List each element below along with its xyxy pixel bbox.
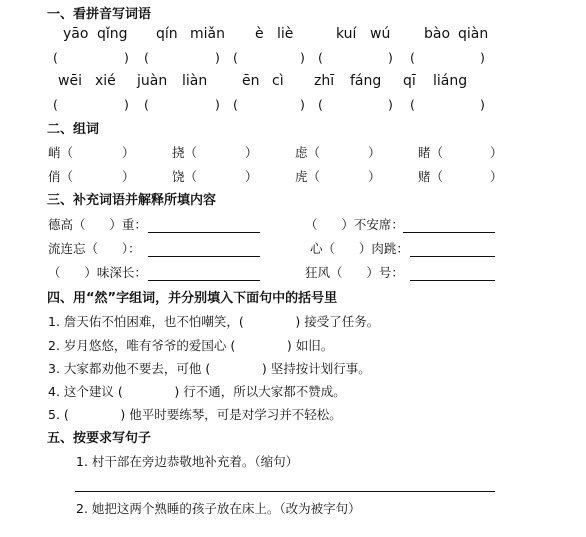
answer-bracket-open[interactable]: ( — [410, 50, 415, 65]
word-group-close: ） — [122, 145, 135, 160]
section-5-heading: 五、按要求写句子 — [47, 431, 152, 446]
pinyin: wēi — [58, 73, 82, 89]
word-group-close: ） — [245, 145, 258, 160]
word-group-close: ） — [368, 169, 381, 184]
idiom-item[interactable]: 流连忘（ ）： — [48, 241, 141, 256]
answer-bracket-close: ) — [215, 97, 220, 112]
idiom-item[interactable]: 心（ ）肉跳： — [310, 241, 409, 256]
answer-line[interactable] — [410, 256, 495, 257]
answer-bracket-open[interactable]: ( — [318, 50, 323, 65]
answer-bracket-open[interactable]: ( — [318, 97, 323, 112]
pinyin: wú — [370, 26, 391, 42]
answer-bracket-close: ) — [480, 50, 485, 65]
pinyin: qín — [156, 26, 178, 42]
pinyin: ēn — [242, 73, 260, 89]
section-1-heading: 一、看拼音写词语 — [47, 7, 152, 22]
fill-sentence[interactable]: 4. 这个建议 ( ) 行不通，所以大家都不赞成。 — [48, 384, 346, 399]
pinyin: kuí — [336, 26, 357, 42]
answer-bracket-open[interactable]: ( — [53, 50, 58, 65]
word-group-close: ） — [245, 169, 258, 184]
word-group-char[interactable]: 虑（ — [295, 145, 321, 160]
pinyin: cì — [272, 73, 284, 89]
pinyin: liè — [277, 26, 294, 42]
word-group-close: ） — [490, 145, 503, 160]
pinyin: juàn — [137, 73, 168, 89]
answer-line[interactable] — [75, 491, 495, 492]
word-group-close: ） — [122, 169, 135, 184]
pinyin: xié — [95, 73, 116, 89]
fill-sentence[interactable]: 3. 大家都劝他不要去，可他 ( ) 坚持按计划行事。 — [48, 361, 371, 376]
pinyin: qiàn — [458, 26, 489, 42]
word-group-char[interactable]: 睹（ — [418, 145, 444, 160]
pinyin: liàn — [182, 73, 208, 89]
word-group-char[interactable]: 挠（ — [172, 145, 198, 160]
answer-bracket-open[interactable]: ( — [144, 50, 149, 65]
word-group-char[interactable]: 虎（ — [295, 169, 321, 184]
answer-bracket-close: ) — [388, 50, 393, 65]
pinyin: miǎn — [190, 26, 225, 42]
answer-bracket-open[interactable]: ( — [233, 50, 238, 65]
answer-line[interactable] — [410, 280, 495, 281]
idiom-item[interactable]: （ ）味深长： — [48, 265, 147, 280]
pinyin: zhī — [314, 73, 335, 89]
pinyin: liáng — [433, 73, 468, 89]
word-group-char[interactable]: 赌（ — [418, 169, 444, 184]
answer-bracket-close: ) — [388, 97, 393, 112]
answer-line[interactable] — [148, 256, 260, 257]
word-group-char[interactable]: 饶（ — [172, 169, 198, 184]
word-group-close: ） — [368, 145, 381, 160]
idiom-item[interactable]: 狂风（ ）号： — [305, 265, 404, 280]
idiom-item[interactable]: （ ）不安席： — [305, 217, 404, 232]
pinyin: qǐng — [97, 26, 128, 42]
answer-bracket-close: ) — [215, 50, 220, 65]
pinyin: è — [255, 26, 264, 42]
answer-bracket-close: ) — [480, 97, 485, 112]
pinyin: qī — [403, 73, 416, 89]
fill-sentence[interactable]: 2. 岁月悠悠，唯有爷爷的爱国心 ( ) 如旧。 — [48, 338, 334, 353]
idiom-item[interactable]: 德高（ ）重： — [48, 217, 147, 232]
answer-bracket-open[interactable]: ( — [233, 97, 238, 112]
answer-bracket-close: ) — [300, 97, 305, 112]
word-group-close: ） — [490, 169, 503, 184]
section-4-heading: 四、用“然”字组词，并分别填入下面句中的括号里 — [47, 291, 338, 306]
answer-bracket-close: ) — [124, 97, 129, 112]
pinyin: bào — [424, 26, 451, 42]
word-group-char[interactable]: 俏（ — [48, 169, 74, 184]
word-group-char[interactable]: 峭（ — [48, 145, 74, 160]
answer-bracket-open[interactable]: ( — [410, 97, 415, 112]
sentence-task: 2. 她把这两个熟睡的孩子放在床上。（改为被字句） — [76, 501, 361, 516]
answer-bracket-close: ) — [300, 50, 305, 65]
section-3-heading: 三、补充词语并解释所填内容 — [47, 193, 217, 208]
answer-bracket-open[interactable]: ( — [53, 97, 58, 112]
fill-sentence[interactable]: 1. 詹天佑不怕困难，也不怕嘲笑，( ) 接受了任务。 — [48, 314, 380, 329]
answer-bracket-open[interactable]: ( — [144, 97, 149, 112]
answer-line[interactable] — [148, 280, 260, 281]
fill-sentence[interactable]: 5. ( ) 他平时要练琴，可是对学习并不轻松。 — [48, 407, 342, 422]
answer-bracket-close: ) — [124, 50, 129, 65]
pinyin: yāo — [63, 26, 89, 42]
pinyin: fáng — [350, 73, 382, 89]
section-2-heading: 二、组词 — [47, 122, 100, 137]
answer-line[interactable] — [148, 232, 260, 233]
sentence-task: 1. 村干部在旁边恭敬地补充着。（缩句） — [76, 454, 299, 469]
answer-line[interactable] — [403, 232, 495, 233]
